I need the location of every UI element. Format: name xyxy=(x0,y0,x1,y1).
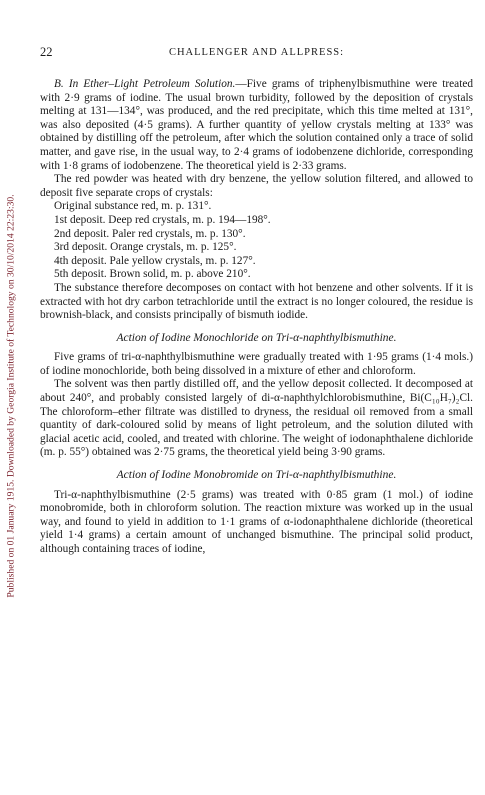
provenance-text: Published on 01 January 1915. Downloaded by Georgia Institute of Technology on 30/10/2014 22:23:30. xyxy=(5,194,17,598)
provenance-sidebar xyxy=(0,0,22,795)
article-body xyxy=(40,78,473,557)
list-item: 1st deposit. Deep red crystals, m. p. 194—198°. xyxy=(54,213,271,226)
paragraph-text: —Five grams of triphenylbismuthine were treated with 2·9 grams of iodine. The usual brown turbidity, followed by the deposition of crystals melting at 131—134°, was produced, and the red precipitate, which this time melted at 131°, was also deposited (4·5 grams). A further quantity of yellow crystals melting at 133° was obtained by distilling off the petroleum, after which the solution contained only a trace of solid matter, and gave rise, in the usual way, to 2·4 grams of iodobenzene dichloride, corresponding with 1·8 grams of iodobenzene. The theoretical yield is 2·33 grams. xyxy=(40,78,474,172)
section-label: B. In Ether–Light Petroleum Solution. xyxy=(54,78,236,90)
paragraph-monochloride-2: The solvent was then partly distilled off, and the yellow deposit collected. It decomposed at about 240°, and probably consisted largely of di-α-naphthylchlorobismuthine, Bi(C₁₀H₇)₂Cl. The chloroform–ether filtrate was distilled to dryness, the residual oil removed from a small quantity of dark-coloured solid by means of light petroleum, and the solution diluted with glacial acetic acid, cooled, and treated with chlorine. The weight of iodonaphthalene dichloride (m. p. 55°) obtained was 2·75 grams, the theoretical yield being 3·90 grams. xyxy=(40,378,473,459)
paragraph-decomposition: The substance therefore decomposes on contact with hot benzene and other solvents. If it is extracted with hot dry carbon tetrachloride until the extract is no longer coloured, the residue is brownish-black, and consists principally of bismuth iodide. xyxy=(40,281,473,322)
page-number: 22 xyxy=(40,45,53,59)
paragraph-red-powder: The red powder was heated with dry benzene, the yellow solution filtered, and allowed to deposit five separate crops of crystals: xyxy=(40,173,473,199)
page-header xyxy=(40,46,473,60)
paragraph-monochloride-1: Five grams of tri-α-naphthylbismuthine were gradually treated with 1·95 grams (1·4 mols.) of iodine monochloride, both being dissolved in a mixture of ether and chloroform. xyxy=(40,351,473,377)
running-head: CHALLENGER AND ALLPRESS: xyxy=(168,47,345,58)
section-heading-monobromide: Action of Iodine Monobromide on Tri-α-naphthylbismuthine. xyxy=(116,469,397,482)
list-item: 5th deposit. Brown solid, m. p. above 210°. xyxy=(54,268,251,281)
list-item: 3rd deposit. Orange crystals, m. p. 125°. xyxy=(54,241,237,254)
paragraph-ether-petroleum xyxy=(40,78,473,173)
section-heading-monochloride: Action of Iodine Monochloride on Tri-α-naphthylbismuthine. xyxy=(116,331,397,344)
deposits-list xyxy=(40,200,473,282)
paragraph-monobromide-1: Tri-α-naphthylbismuthine (2·5 grams) was treated with 0·85 gram (1 mol.) of iodine monobromide, both in chloroform solution. The reaction mixture was worked up in the usual way, and found to yield in addition to 1·1 grams of α-iodonaphthalene dichloride (theoretical yield 1·4 grams) a certain amount of unchanged bismuthine. The principal solid product, although containing traces of iodine, xyxy=(40,488,473,555)
list-item: 4th deposit. Pale yellow crystals, m. p. 127°. xyxy=(54,254,256,267)
list-item: 2nd deposit. Paler red crystals, m. p. 130°. xyxy=(54,227,246,240)
list-item: Original substance red, m. p. 131°. xyxy=(54,200,212,213)
